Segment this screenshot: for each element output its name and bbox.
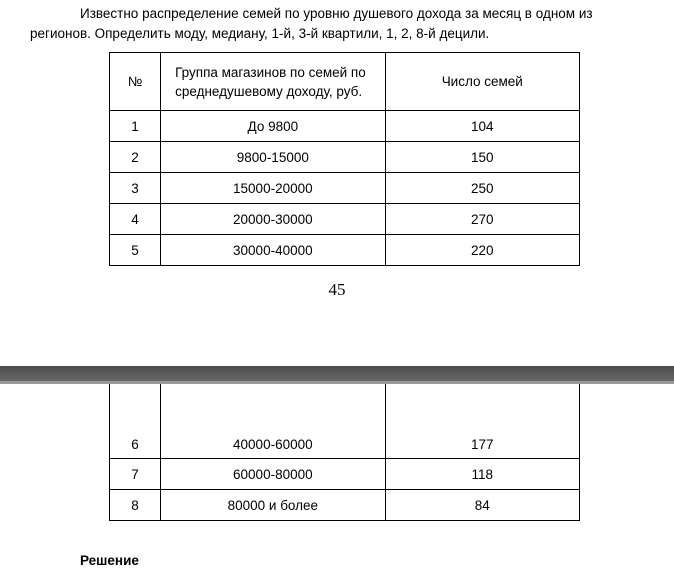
document-page-2 (0, 384, 674, 573)
header-income-group: Группа магазинов по семей по среднедушевому доходу, руб. (161, 53, 385, 111)
problem-statement: Известно распределение семей по уровню душевого дохода за месяц в одном из регионов. Определить моду, медиану, 1-й, 3-й квартили, 1, 2, 8-й децили. (30, 6, 593, 41)
family-count: 270 (385, 204, 579, 235)
family-count: 150 (385, 142, 579, 173)
table-row (110, 235, 580, 266)
family-count: 84 (385, 490, 579, 521)
row-number: 7 (110, 459, 161, 490)
row-number: 4 (110, 204, 161, 235)
row-number: 6 (110, 384, 161, 459)
row-number: 5 (110, 235, 161, 266)
table-row (110, 490, 580, 521)
family-count: 250 (385, 173, 579, 204)
distribution-table-part-2 (109, 384, 580, 521)
family-count: 177 (385, 384, 579, 459)
income-group: 40000-60000 (161, 384, 385, 459)
header-family-count: Число семей (385, 53, 579, 111)
income-group: 9800-15000 (161, 142, 385, 173)
family-count: 104 (385, 111, 579, 142)
table-row (110, 459, 580, 490)
distribution-table-part-1 (109, 52, 580, 266)
income-group: 20000-30000 (161, 204, 385, 235)
income-group: 60000-80000 (161, 459, 385, 490)
row-number: 1 (110, 111, 161, 142)
page-number: 45 (328, 280, 346, 299)
table-row (110, 384, 580, 459)
table-row (110, 111, 580, 142)
family-count: 220 (385, 235, 579, 266)
solution-heading: Решение (80, 553, 139, 568)
table-row (110, 173, 580, 204)
income-group: До 9800 (161, 111, 385, 142)
row-number: 3 (110, 173, 161, 204)
row-number: 2 (110, 142, 161, 173)
income-group: 15000-20000 (161, 173, 385, 204)
income-group: 30000-40000 (161, 235, 385, 266)
page-break-separator (0, 366, 674, 384)
table-header-row (110, 53, 580, 111)
row-number: 8 (110, 490, 161, 521)
income-group: 80000 и более (161, 490, 385, 521)
table-row (110, 204, 580, 235)
family-count: 118 (385, 459, 579, 490)
table-row (110, 142, 580, 173)
header-number: № (110, 53, 161, 111)
